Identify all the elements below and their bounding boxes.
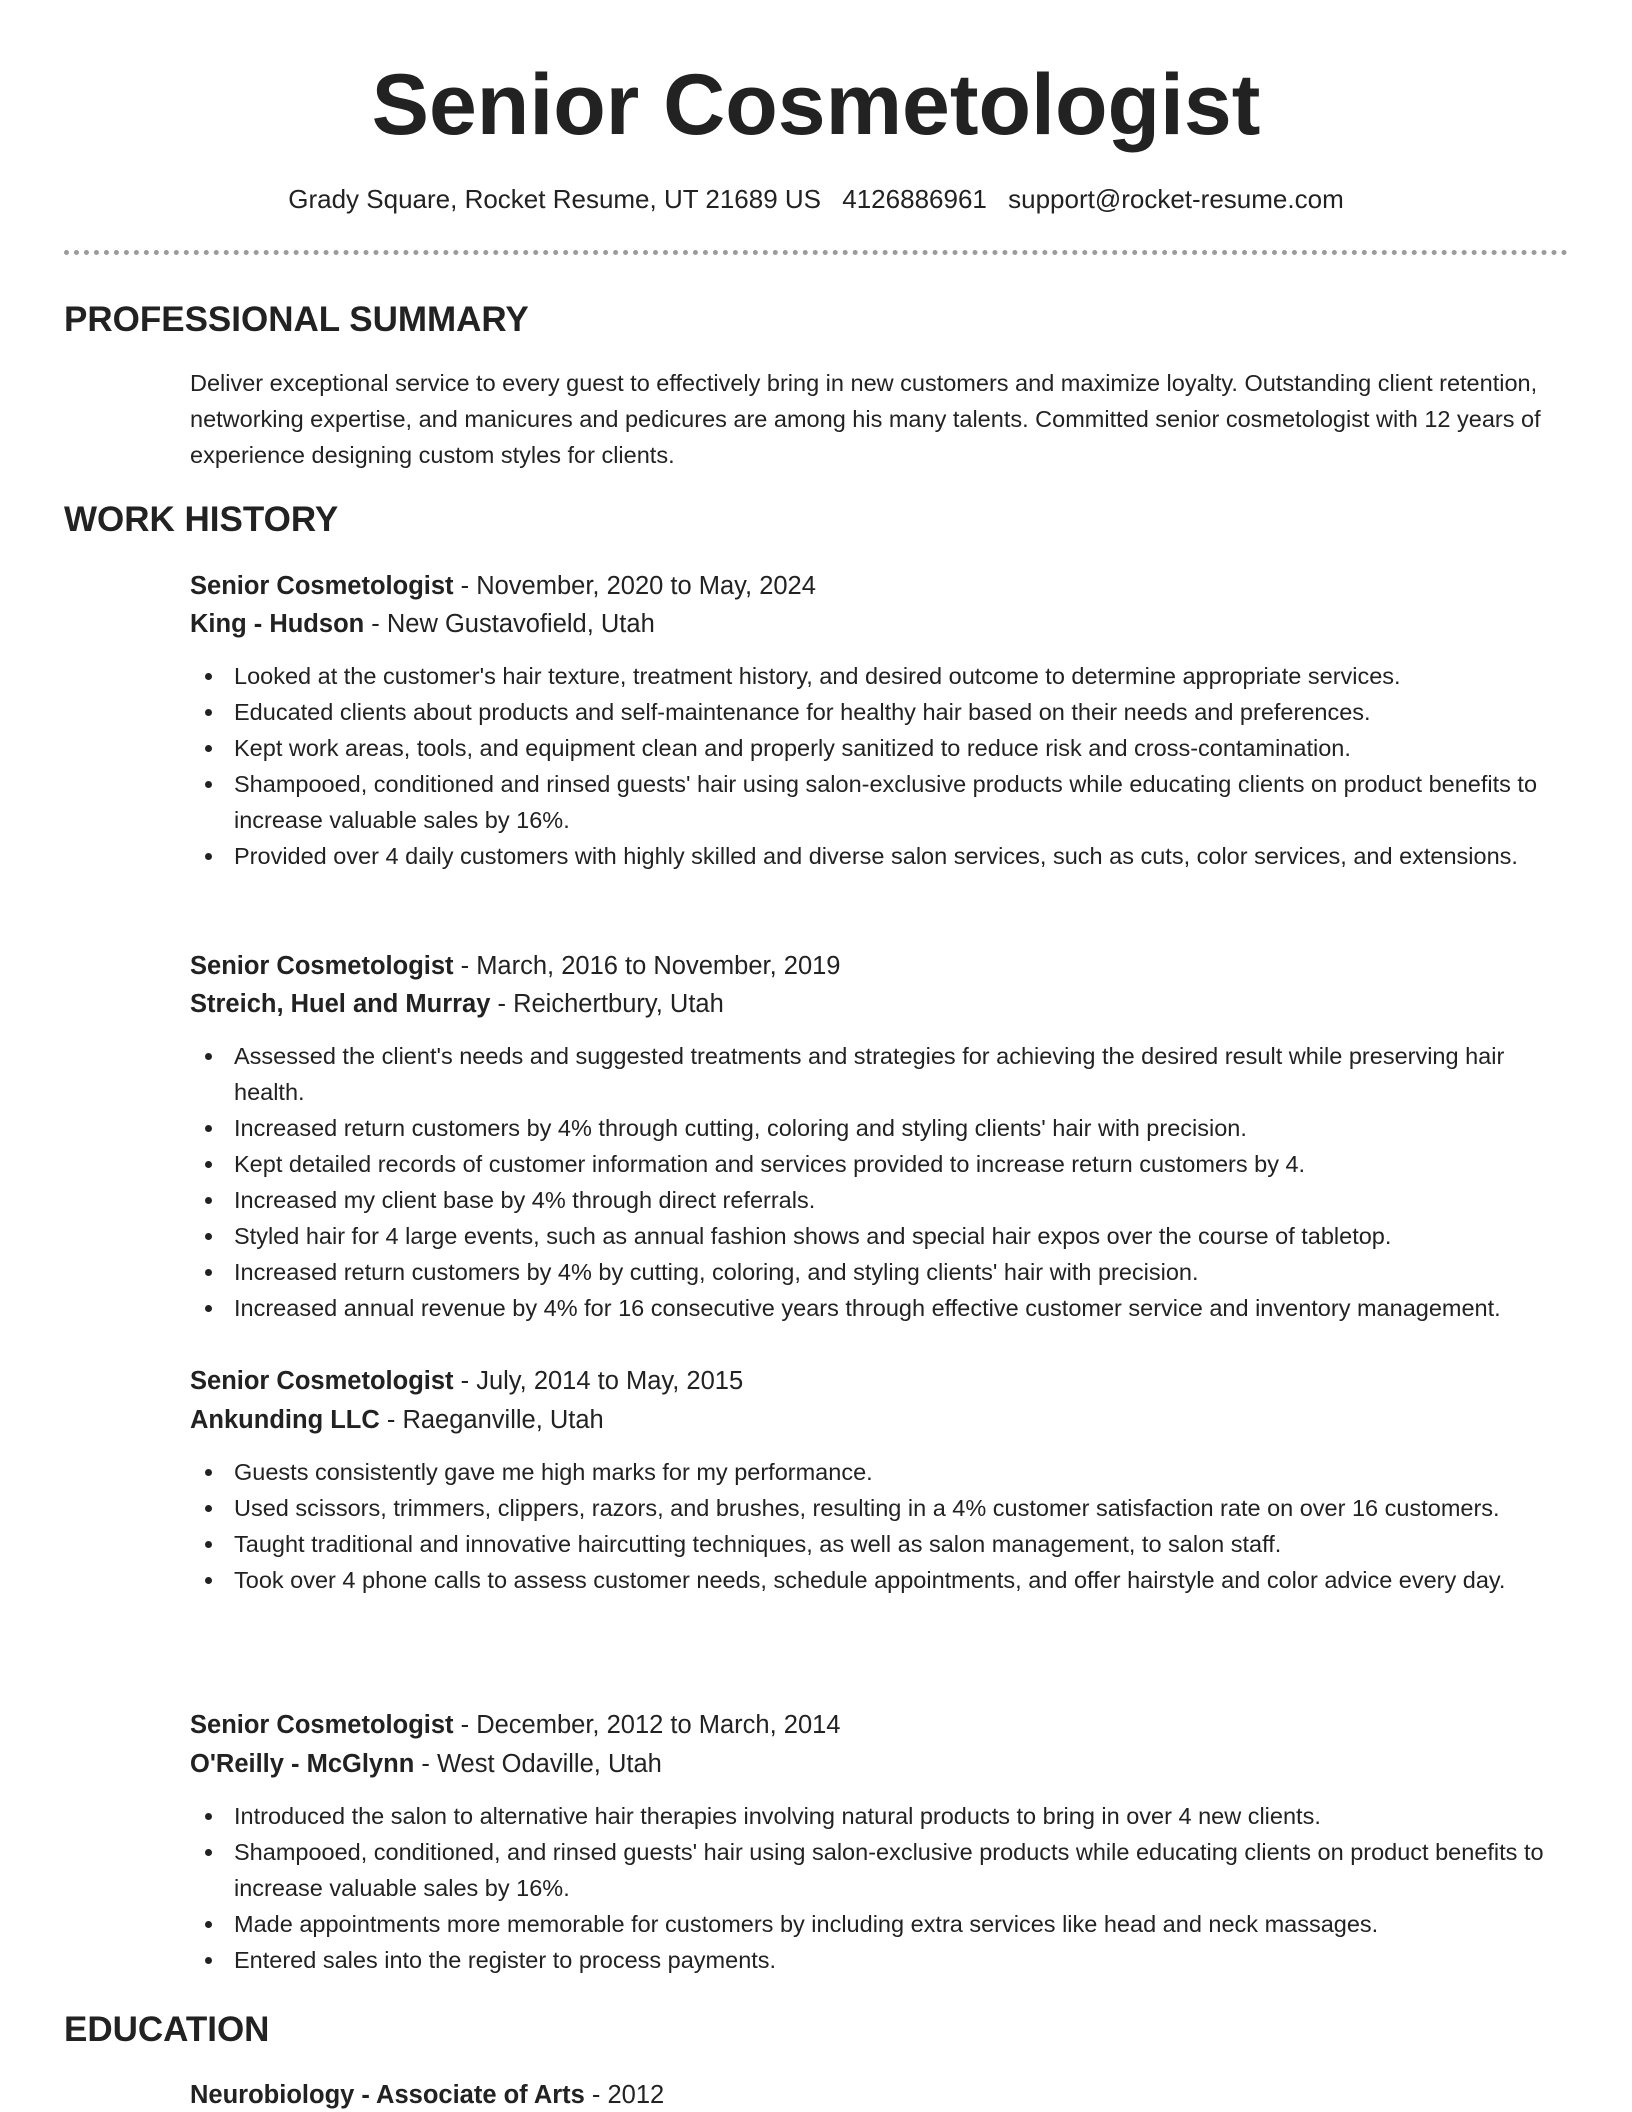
summary-heading: PROFESSIONAL SUMMARY <box>64 300 529 339</box>
list-item: Increased my client base by 4% through direct referrals. <box>190 1182 1575 1218</box>
job-company: O'Reilly - McGlynn <box>190 1750 415 1778</box>
job-dates: - July, 2014 to May, 2015 <box>453 1367 744 1395</box>
list-item: Increased return customers by 4% by cutting, coloring, and styling clients' hair with precision. <box>190 1254 1575 1290</box>
job-title-line <box>190 1362 1570 1400</box>
list-item: Made appointments more memorable for customers by including extra services like head and neck massages. <box>190 1906 1575 1942</box>
list-item: Shampooed, conditioned, and rinsed guests' hair using salon-exclusive products while educating clients on product benefits to increase valuable sales by 16%. <box>190 1834 1575 1906</box>
job-bullets <box>190 1038 1575 1326</box>
job-company-line <box>190 985 1570 1023</box>
resume-name: Senior Cosmetologist <box>371 57 1261 153</box>
list-item: Shampooed, conditioned and rinsed guests' hair using salon-exclusive products while educating clients on product benefits to increase valuable sales by 16%. <box>190 766 1575 838</box>
work-history-heading: WORK HISTORY <box>64 500 339 539</box>
contact-address: Grady Square, Rocket Resume, UT 21689 US <box>288 184 822 214</box>
job-company: King - Hudson <box>190 610 365 638</box>
list-item: Increased return customers by 4% through cutting, coloring and styling clients' hair with precision. <box>190 1110 1575 1146</box>
list-item: Guests consistently gave me high marks for my performance. <box>190 1454 1575 1490</box>
list-item: Took over 4 phone calls to assess customer needs, schedule appointments, and offer hairstyle and color advice every day. <box>190 1562 1575 1598</box>
job-location: - New Gustavofield, Utah <box>364 610 655 638</box>
job-dates: - November, 2020 to May, 2024 <box>453 572 816 600</box>
job-dates: - December, 2012 to March, 2014 <box>453 1711 841 1739</box>
job-location: - Reichertbury, Utah <box>490 990 724 1018</box>
contact-phone: 4126886961 <box>842 184 987 214</box>
job-title-line <box>190 947 1570 985</box>
list-item: Looked at the customer's hair texture, treatment history, and desired outcome to determine appropriate services. <box>190 658 1575 694</box>
contact-line <box>0 180 1632 218</box>
header-divider <box>64 250 1568 255</box>
list-item: Assessed the client's needs and suggested treatments and strategies for achieving the desired result while preserving hair health. <box>190 1038 1575 1110</box>
list-item: Entered sales into the register to process payments. <box>190 1942 1575 1978</box>
list-item: Kept work areas, tools, and equipment clean and properly sanitized to reduce risk and cross-contamination. <box>190 730 1575 766</box>
list-item: Taught traditional and innovative haircutting techniques, as well as salon management, to salon staff. <box>190 1526 1575 1562</box>
job-company-line <box>190 1745 1570 1783</box>
job-company-line <box>190 605 1570 643</box>
job-bullets <box>190 1798 1575 1978</box>
job-bullets <box>190 658 1575 874</box>
list-item: Introduced the salon to alternative hair therapies involving natural products to bring in over 4 new clients. <box>190 1798 1575 1834</box>
list-item: Used scissors, trimmers, clippers, razors, and brushes, resulting in a 4% customer satisfaction rate on over 16 customers. <box>190 1490 1575 1526</box>
job-bullets <box>190 1454 1575 1598</box>
job-role: Senior Cosmetologist <box>190 572 454 600</box>
job-role: Senior Cosmetologist <box>190 1367 454 1395</box>
job-company: Streich, Huel and Murray <box>190 990 491 1018</box>
job-dates: - March, 2016 to November, 2019 <box>453 952 841 980</box>
list-item: Styled hair for 4 large events, such as annual fashion shows and special hair expos over the course of tabletop. <box>190 1218 1575 1254</box>
education-degree: Neurobiology - Associate of Arts <box>190 2081 585 2109</box>
list-item: Increased annual revenue by 4% for 16 consecutive years through effective customer service and inventory management. <box>190 1290 1575 1326</box>
list-item: Educated clients about products and self-maintenance for healthy hair based on their needs and preferences. <box>190 694 1575 730</box>
job-role: Senior Cosmetologist <box>190 952 454 980</box>
job-role: Senior Cosmetologist <box>190 1711 454 1739</box>
job-title-line <box>190 1706 1570 1744</box>
job-location: - Raeganville, Utah <box>379 1406 604 1434</box>
contact-email: support@rocket-resume.com <box>1008 184 1344 214</box>
summary-text: Deliver exceptional service to every guest to effectively bring in new customers and maximize loyalty. Outstanding client retention, networking expertise, and manicures and pedicures are among his many talents. Committed senior cosmetologist with 12 years of experience designing custom styles for clients. <box>190 370 1541 468</box>
education-line <box>190 2076 1570 2112</box>
education-heading: EDUCATION <box>64 2010 270 2049</box>
job-title-line <box>190 567 1570 605</box>
list-item: Provided over 4 daily customers with highly skilled and diverse salon services, such as cuts, color services, and extensions. <box>190 838 1575 874</box>
job-location: - West Odaville, Utah <box>414 1750 662 1778</box>
job-company-line <box>190 1401 1570 1439</box>
list-item: Kept detailed records of customer information and services provided to increase return customers by 4. <box>190 1146 1575 1182</box>
job-company: Ankunding LLC <box>190 1406 380 1434</box>
education-year: - 2012 <box>584 2081 665 2109</box>
